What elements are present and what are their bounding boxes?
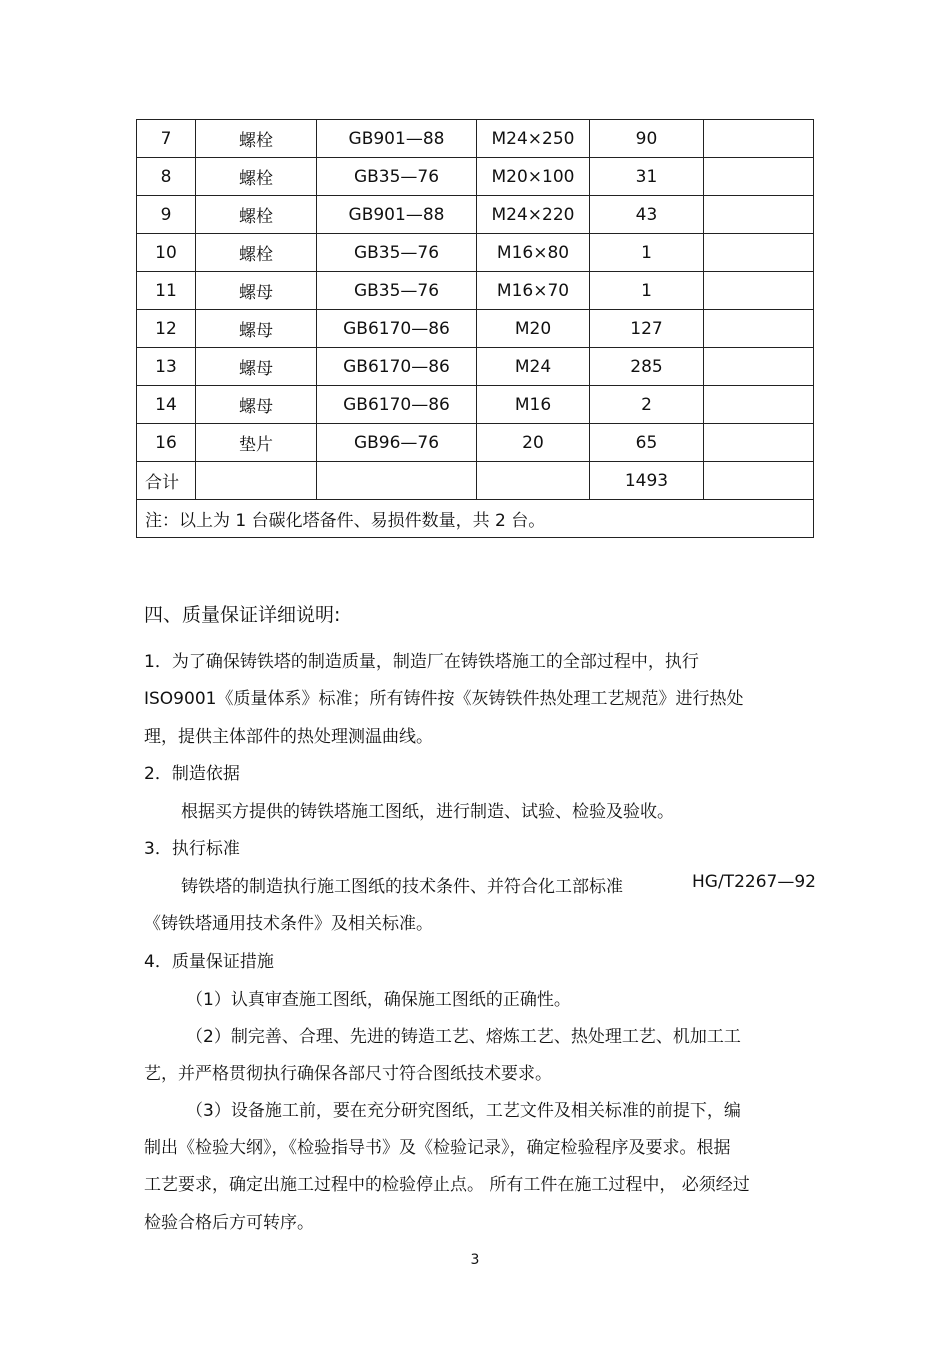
cell-spec: M16×70 [477,272,590,310]
table-row [137,196,814,234]
table-row [137,386,814,424]
cell-standard: GB35—76 [317,234,477,272]
cell-standard: GB6170—86 [317,386,477,424]
cell-spec: M20×100 [477,158,590,196]
cell-remark [704,424,814,462]
table-row [137,310,814,348]
total-label: 合计 [137,462,196,500]
empty-cell [196,462,317,500]
cell-no: 9 [137,196,196,234]
paragraph-1-line-3: 理，提供主体部件的热处理测温曲线。 [144,727,433,747]
section-heading: 四、质量保证详细说明: [144,604,341,626]
cell-no: 14 [137,386,196,424]
cell-standard: GB35—76 [317,158,477,196]
cell-remark [704,272,814,310]
cell-no: 12 [137,310,196,348]
cell-no: 11 [137,272,196,310]
cell-qty: 1 [590,234,704,272]
cell-qty: 1 [590,272,704,310]
table-row [137,424,814,462]
total-qty: 1493 [590,462,704,500]
paragraph-3-line-1: 铸铁塔的制造执行施工图纸的技术条件、并符合化工部标准 [181,877,623,897]
cell-qty: 90 [590,120,704,158]
cell-qty: 43 [590,196,704,234]
total-row [137,462,814,500]
cell-qty: 65 [590,424,704,462]
cell-standard: GB96—76 [317,424,477,462]
cell-no: 13 [137,348,196,386]
table-note: 注：以上为 1 台碳化塔备件、易损件数量，共 2 台。 [137,500,814,538]
cell-spec: M16×80 [477,234,590,272]
cell-qty: 285 [590,348,704,386]
cell-remark [704,386,814,424]
paragraph-1-line-1: 1．为了确保铸铁塔的制造质量，制造厂在铸铁塔施工的全部过程中，执行 [144,652,699,672]
parts-table [136,119,814,538]
cell-name: 螺母 [196,272,317,310]
empty-cell [704,462,814,500]
cell-remark [704,348,814,386]
cell-name: 螺栓 [196,120,317,158]
cell-remark [704,310,814,348]
cell-spec: M24×220 [477,196,590,234]
empty-cell [477,462,590,500]
cell-remark [704,234,814,272]
cell-no: 8 [137,158,196,196]
cell-no: 7 [137,120,196,158]
paragraph-3-title: 3．执行标准 [144,839,240,859]
cell-spec: M24 [477,348,590,386]
note-row [137,500,814,538]
cell-name: 垫片 [196,424,317,462]
paragraph-4-item-3-line-4: 检验合格后方可转序。 [144,1213,314,1233]
paragraph-4-item-3-line-1: （3）设备施工前，要在充分研究图纸，工艺文件及相关标准的前提下，编 [186,1101,741,1121]
cell-qty: 2 [590,386,704,424]
cell-standard: GB35—76 [317,272,477,310]
paragraph-4-item-3-line-3: 工艺要求，确定出施工过程中的检验停止点。 所有工件在施工过程中， 必须经过 [144,1175,750,1195]
cell-standard: GB901—88 [317,196,477,234]
cell-qty: 127 [590,310,704,348]
cell-no: 16 [137,424,196,462]
parts-table-body [137,120,814,538]
table-row [137,348,814,386]
table-row [137,272,814,310]
paragraph-4-item-3-line-2: 制出《检验大纲》，《检验指导书》及《检验记录》，确定检验程序及要求。根据 [144,1138,731,1158]
cell-standard: GB6170—86 [317,348,477,386]
paragraph-1-line-2: ISO9001《质量体系》标准；所有铸件按《灰铸铁件热处理工艺规范》进行热处 [144,689,744,709]
cell-remark [704,196,814,234]
cell-name: 螺栓 [196,196,317,234]
table-row [137,120,814,158]
paragraph-2-title: 2．制造依据 [144,764,240,784]
paragraph-4-item-2-line-2: 艺，并严格贯彻执行确保各部尺寸符合图纸技术要求。 [144,1064,552,1084]
paragraph-3-line-2: 《铸铁塔通用技术条件》及相关标准。 [144,914,433,934]
cell-spec: M24×250 [477,120,590,158]
paragraph-4-item-1: （1）认真审查施工图纸，确保施工图纸的正确性。 [186,990,571,1010]
paragraph-4-item-2-line-1: （2）制完善、合理、先进的铸造工艺、熔炼工艺、热处理工艺、机加工工 [186,1027,741,1047]
table-row [137,234,814,272]
cell-no: 10 [137,234,196,272]
cell-name: 螺栓 [196,158,317,196]
cell-remark [704,158,814,196]
cell-qty: 31 [590,158,704,196]
cell-standard: GB6170—86 [317,310,477,348]
paragraph-3-standard: HG/T2267—92 [692,872,816,892]
cell-name: 螺母 [196,310,317,348]
cell-name: 螺母 [196,348,317,386]
paragraph-4-title: 4．质量保证措施 [144,952,274,972]
table-row [137,158,814,196]
cell-standard: GB901—88 [317,120,477,158]
empty-cell [317,462,477,500]
cell-spec: M16 [477,386,590,424]
cell-spec: M20 [477,310,590,348]
paragraph-2-body: 根据买方提供的铸铁塔施工图纸，进行制造、试验、检验及验收。 [181,802,674,822]
cell-remark [704,120,814,158]
cell-spec: 20 [477,424,590,462]
cell-name: 螺栓 [196,234,317,272]
cell-name: 螺母 [196,386,317,424]
page-number: 3 [470,1252,480,1268]
